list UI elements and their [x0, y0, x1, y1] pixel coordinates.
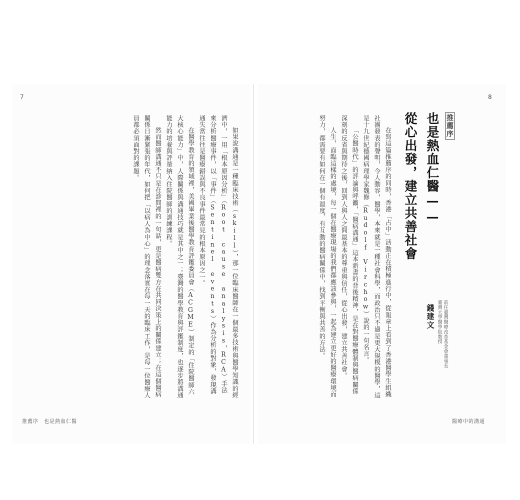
right-page-footer: 醫療中的溝通 — [452, 419, 486, 425]
author-title-2: 臺灣大學醫學院教授 — [437, 300, 442, 345]
left-page-footer: 推薦序 也是熱血仁醫 — [22, 419, 78, 425]
paragraph: 如果說溝通是一種臨床技術（skill），那一位臨床醫師在一個最多技術與醫學知識的經濟中，一用「根本原因分析」（Root cause analysis，RCA）手法來分析醫療事件，以「事件」（Sentinel events）作為分析的對象，發現溝通失當往往是醫療錯誤與不良事件最常見的根本原因之一。 — [198, 115, 238, 399]
paragraph: 「公醫時代」的評論與呼籲，「醫病溝通」這本新書的背後精神，是在對醫療體制與醫病關係深刻的反省與期待之後，回到人與人之間最基本的尊重與信任，從心出發，建立共善社會。 — [340, 115, 358, 395]
book-gutter — [253, 84, 254, 444]
left-page-number: 7 — [20, 94, 24, 101]
author-name: 錢建文 — [426, 304, 435, 330]
author-title-1: 前任臺灣醫療改革基金會董事長 — [443, 300, 448, 369]
right-page-body — [275, 115, 393, 400]
paragraph: 人生，面臨這樣的處境，每一個在醫療現場的我們都應該參與，一起為建立更好的醫療環境而努力，都需要有如何在一個有溫度、有互動的醫病關係中，找到平衡與共善的方法。 — [318, 115, 336, 398]
preface-label: 推薦序 — [446, 114, 454, 138]
title-line-2: 從心出發，建立共善社會 — [403, 112, 418, 261]
preface-heading — [400, 112, 460, 322]
right-page-number: 8 — [488, 94, 492, 101]
paragraph: 在寫這篇推薦序的同時，香港「占中」活動正在積極進行中，從報章上看到了香港醫學生組織社團發表的聲明，令人動容，醫學，本來就是一種社會科學，而政治只不過是更大規模的醫學，這是十九世紀德國病理學家魏修（Rudolf Virchow）說的一句名言。 — [362, 115, 391, 399]
left-page-body — [40, 115, 240, 400]
author-block — [408, 300, 448, 390]
paragraph: 在醫學教育的領域裡，美國畢業後醫學教育評鑑委員會（ACGME）制定的「住院醫師六大核心能力」中，人際關係與溝通技巧就是其中之一；臺灣的醫學教育與評鑑制度，也逐步將溝通能力的培養與評量納入住院醫師的訓練課程。 — [165, 115, 194, 399]
paragraph: 然而醫師溝通不只是在診間裡的一句話，更是醫病雙方在共同決策上的關係建立；在這個醫病關係日漸緊張的年代，如何把「以病人為中心」的理念落實在每一天的臨床工作，是每一位醫療人員都必須面對的課題。 — [132, 115, 161, 399]
title-line-1: 也是熱血仁醫—— — [425, 112, 440, 225]
